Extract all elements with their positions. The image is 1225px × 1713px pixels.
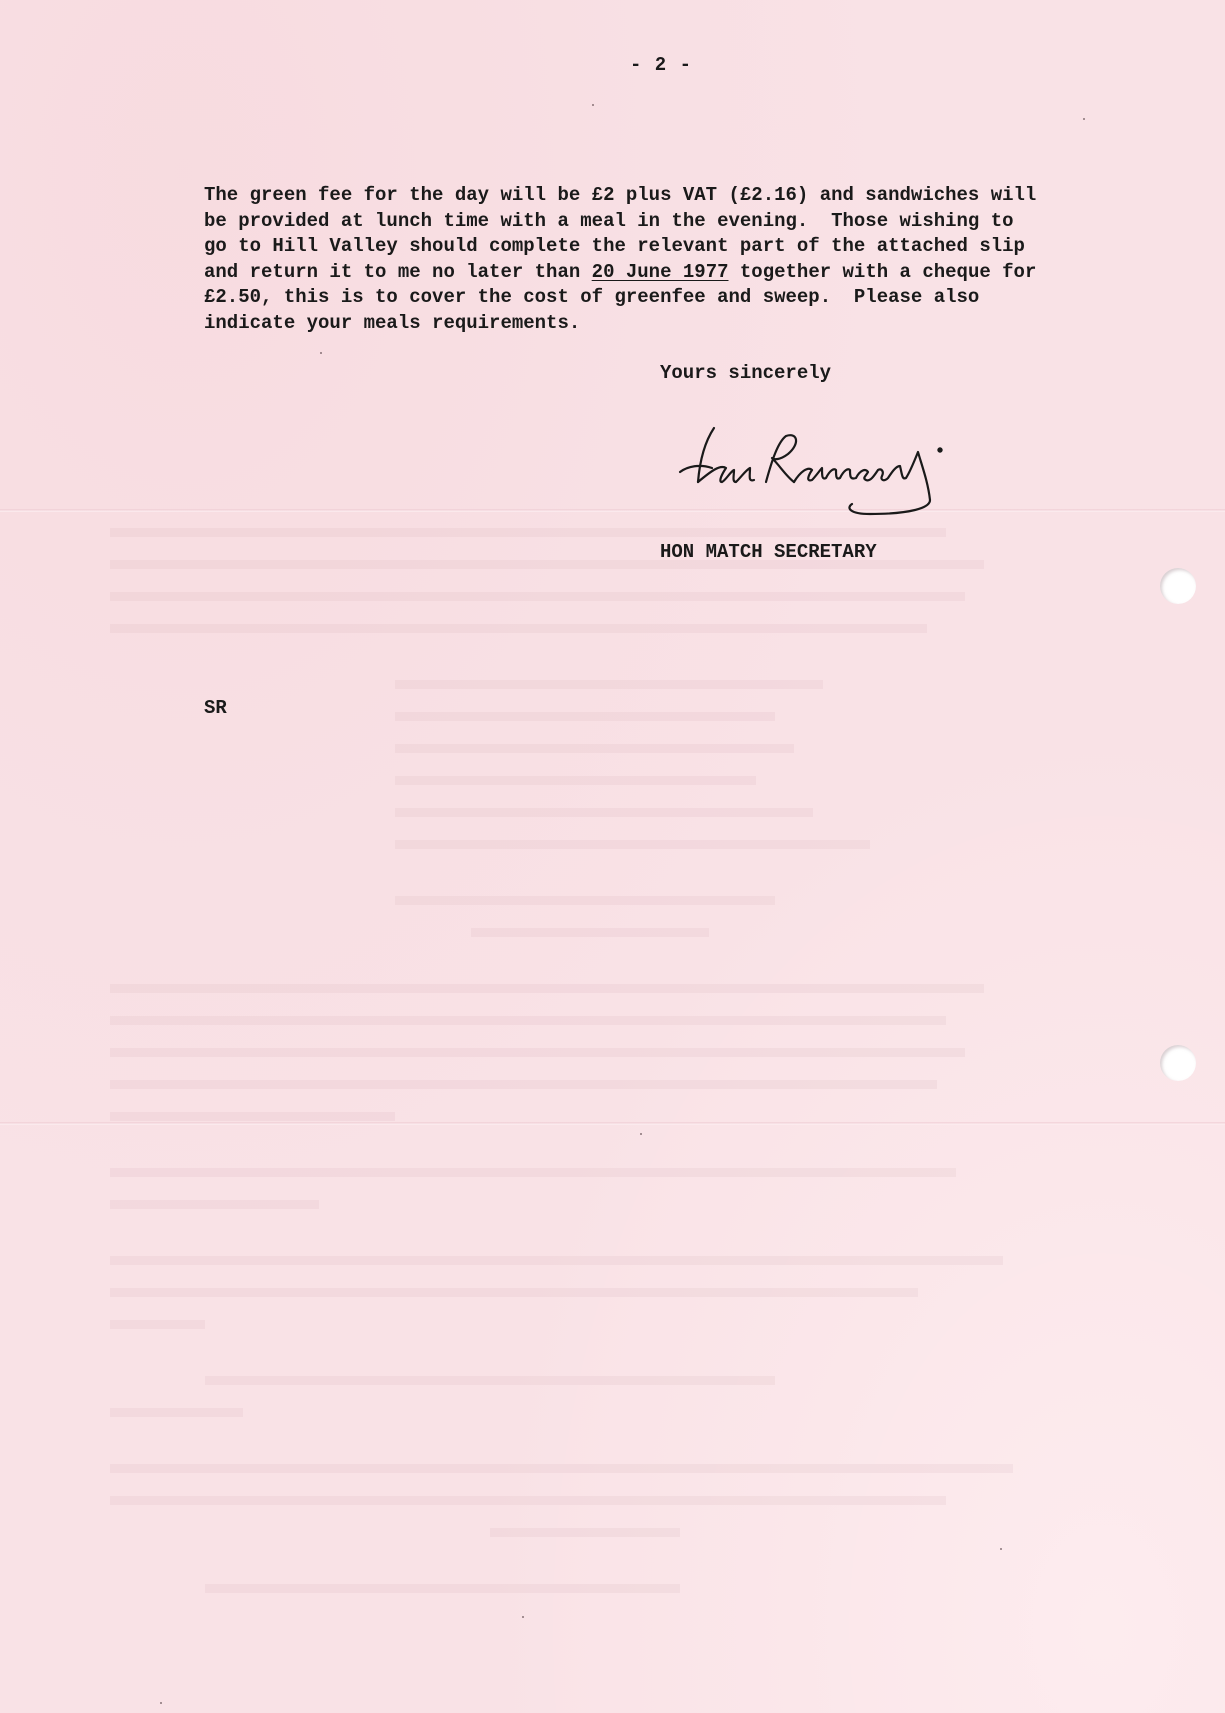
punch-hole: [1160, 568, 1196, 604]
show-through-texture: [110, 520, 1060, 1608]
handwritten-signature: [670, 410, 990, 520]
paper-speck: [640, 1133, 642, 1135]
punch-hole: [1160, 1045, 1196, 1081]
paper-speck: [592, 104, 594, 106]
body-line: [204, 260, 1144, 286]
body-line: go to Hill Valley should complete the relevant part of the attached slip: [204, 235, 1025, 258]
paper-fold-line: [0, 1122, 1225, 1125]
body-line: indicate your meals requirements.: [204, 311, 581, 334]
letter-body-paragraph: [204, 183, 1144, 337]
paper-speck: [160, 1702, 162, 1704]
body-line-start: and return it to me no later than: [204, 260, 592, 283]
signatory-role: HON MATCH SECRETARY: [660, 541, 877, 563]
paper-speck: [1000, 1548, 1002, 1550]
paper-fold-line: [0, 509, 1225, 512]
deadline-date: 20 June 1977: [591, 260, 729, 283]
body-line-end: together with a cheque for: [728, 260, 1037, 283]
closing-salutation: Yours sincerely: [660, 362, 832, 384]
body-line: £2.50, this is to cover the cost of greenfee and sweep. Please also: [204, 286, 980, 309]
paper-speck: [522, 1616, 524, 1618]
reference-initials: SR: [204, 697, 227, 719]
page-number: - 2 -: [630, 54, 693, 76]
body-line: be provided at lunch time with a meal in the evening. Those wishing to: [204, 209, 1014, 232]
paper-speck: [320, 352, 322, 354]
body-line: The green fee for the day will be £2 plus VAT (£2.16) and sandwiches will: [204, 184, 1037, 206]
paper-speck: [1083, 118, 1085, 120]
